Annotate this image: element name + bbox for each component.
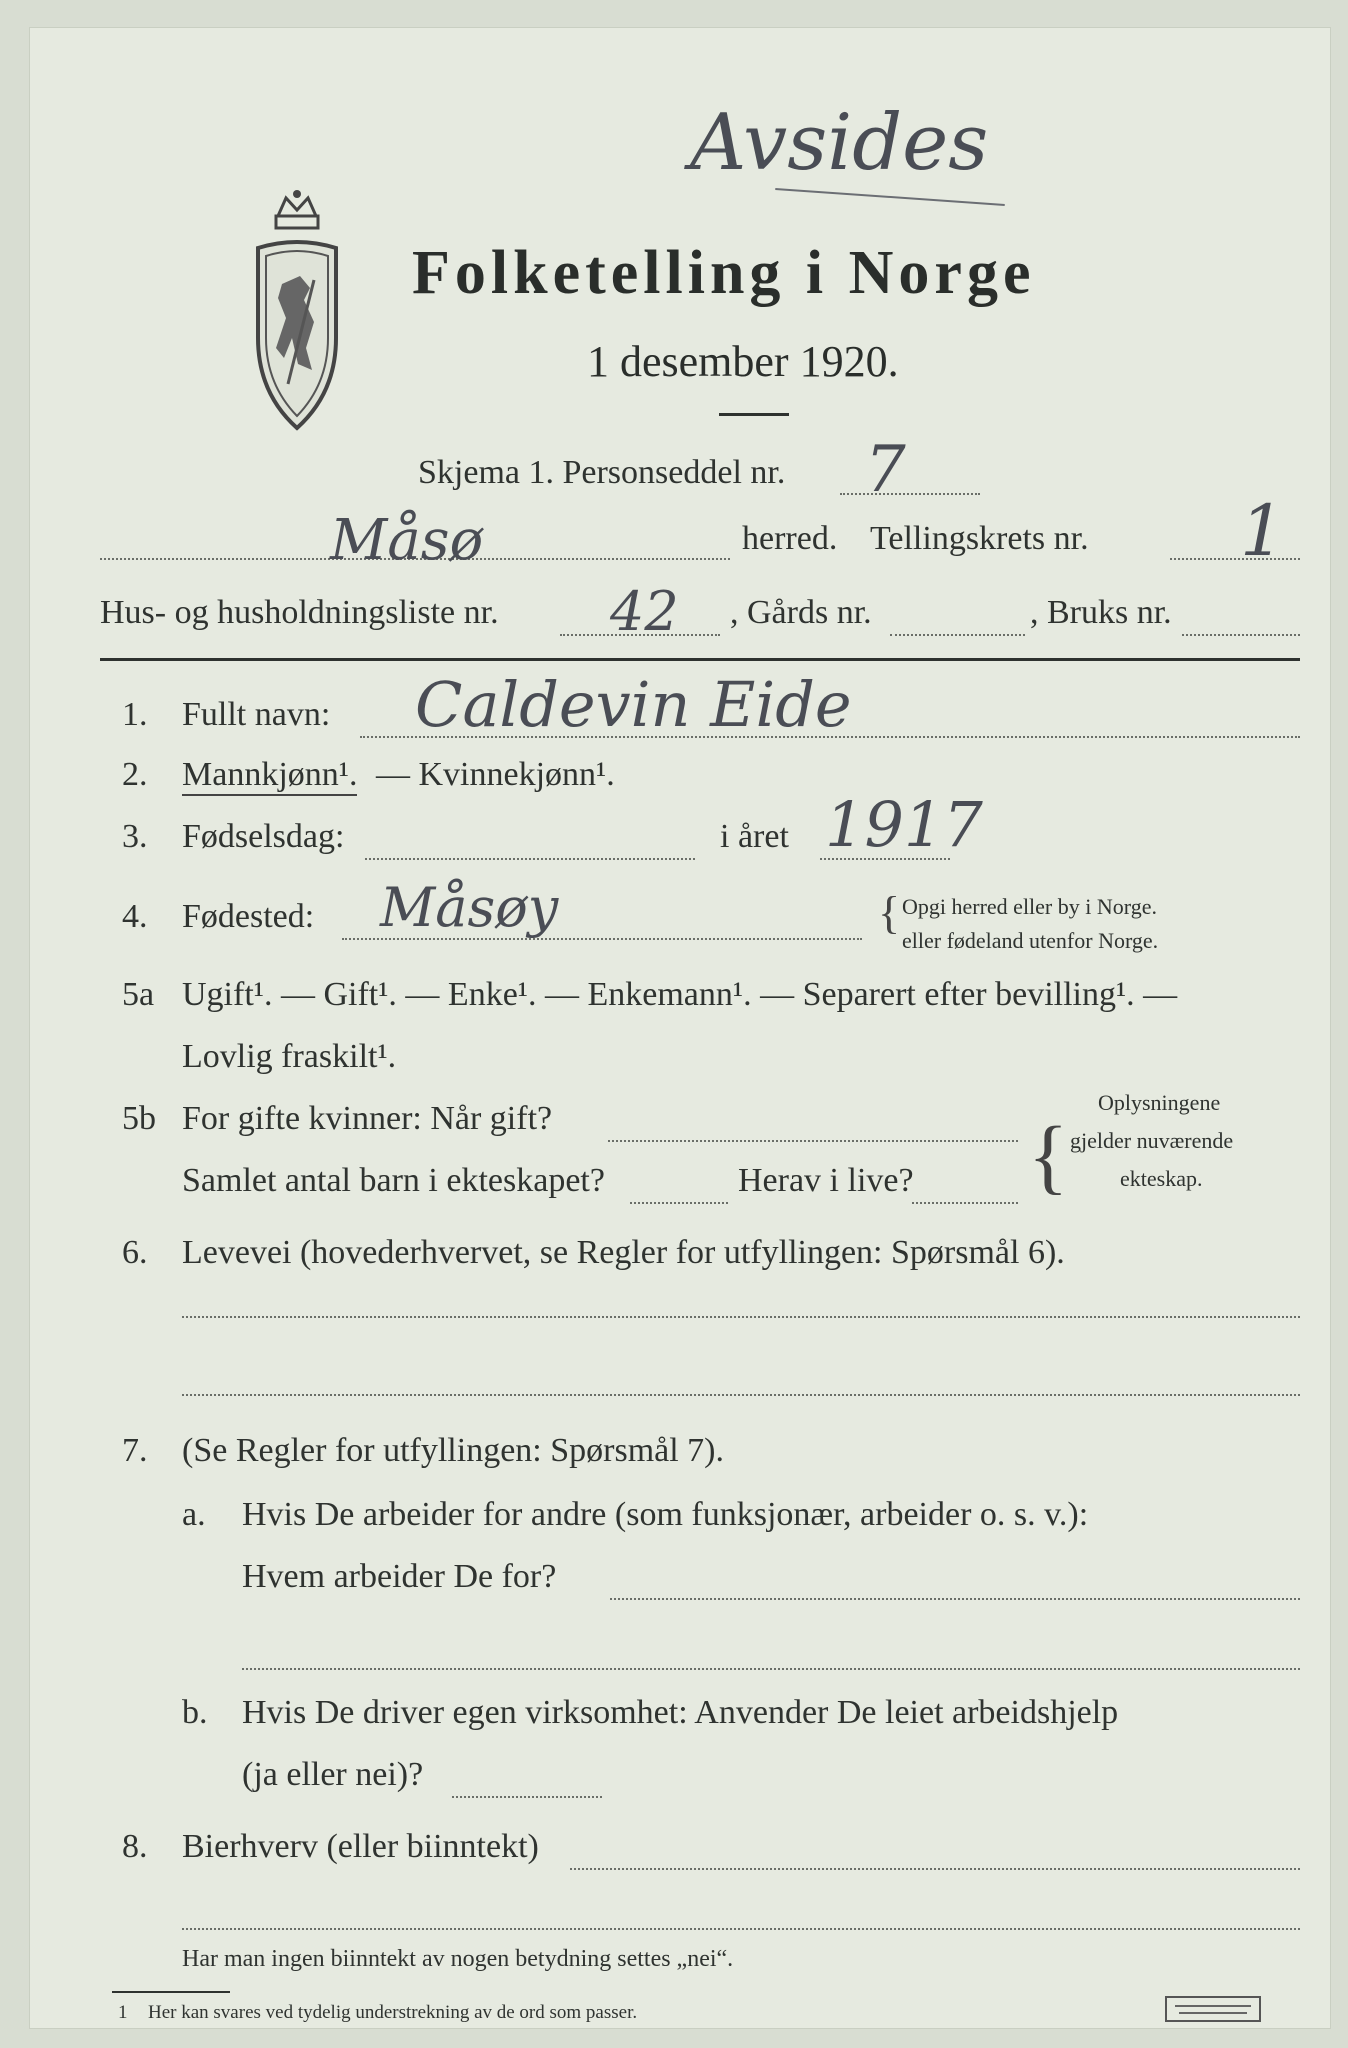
annotation-underline (775, 188, 1005, 206)
skjema-field-line (840, 493, 980, 495)
hus-label: Hus- og husholdningsliste nr. (100, 594, 499, 631)
q7b-letter: b. (182, 1694, 208, 1731)
gards-label: , Gårds nr. (730, 594, 872, 631)
q7b-label: Hvis De driver egen virksomhet: Anvender De leiet arbeidshjelp (242, 1694, 1119, 1731)
q7a-letter: a. (182, 1496, 206, 1533)
q1-value: Caldevin Eide (415, 668, 852, 741)
form-date: 1 desember 1920. (587, 337, 899, 386)
gards-field-line (890, 634, 1025, 636)
q5b-when-married-field-line (608, 1140, 1018, 1142)
q6-field-line-2 (182, 1394, 1300, 1396)
q5b-alive-field-line (912, 1202, 1018, 1204)
q2-female-option: — Kvinnekjønn¹. (376, 756, 615, 793)
q4-label: Fødested: (182, 898, 315, 935)
q1-number: 1. (122, 696, 148, 733)
form-title: Folketelling i Norge (412, 239, 1036, 307)
census-form-sheet (30, 28, 1330, 2028)
footnote-rule (112, 1991, 230, 1993)
q5b-children-label: Samlet antal barn i ekteskapet? (182, 1162, 605, 1199)
q8-number: 8. (122, 1828, 148, 1865)
q8-field-line-2 (182, 1928, 1300, 1930)
bruks-label: , Bruks nr. (1030, 594, 1172, 631)
q4-number: 4. (122, 898, 148, 935)
q7a-field-line-2 (242, 1668, 1300, 1670)
q4-note-line1: Opgi herred eller by i Norge. (902, 894, 1157, 919)
q3-number: 3. (122, 818, 148, 855)
footnote-text: Her kan svares ved tydelig understrekning av de ord som passer. (148, 2002, 638, 2023)
q3-year-label: i året (720, 818, 789, 855)
q3-year-value: 1917 (825, 788, 983, 861)
handwritten-annotation: Avsides (690, 98, 989, 188)
q7a-employer-label: Hvem arbeider De for? (242, 1558, 557, 1595)
tellingskrets-value: 1 (1240, 490, 1285, 572)
header-rule (100, 658, 1300, 661)
herred-value: Måsø (330, 508, 484, 573)
q7-label: (Se Regler for utfyllingen: Spørsmål 7). (182, 1432, 725, 1469)
q5a-options: Ugift¹. — Gift¹. — Enke¹. — Enkemann¹. — Separert efter bevilling¹. — (182, 976, 1178, 1013)
q4-note-line2: eller fødeland utenfor Norge. (902, 928, 1159, 953)
q8-note: Har man ingen biinntekt av nogen betydning settes „nei“. (182, 1946, 734, 1972)
q5b-note-brace: { (1028, 1110, 1069, 1203)
q5a-options-continued: Lovlig fraskilt¹. (182, 1038, 397, 1075)
tellingskrets-label: Tellingskrets nr. (870, 520, 1089, 557)
hus-value: 42 (610, 580, 679, 643)
herred-label: herred. (742, 520, 838, 557)
q5b-alive-label: Herav i live? (738, 1162, 914, 1199)
q5a-number: 5a (122, 976, 155, 1013)
q5b-note-line2: gjelder nuværende (1070, 1128, 1234, 1153)
q5b-children-field-line (630, 1202, 728, 1204)
q6-number: 6. (122, 1234, 148, 1271)
q5b-when-married-label: For gifte kvinner: Når gift? (182, 1100, 553, 1137)
q5b-number: 5b (122, 1100, 156, 1137)
q2-number: 2. (122, 756, 148, 793)
q7b-field-line (452, 1796, 602, 1798)
q3-label: Fødselsdag: (182, 818, 345, 855)
q7-number: 7. (122, 1432, 148, 1469)
q4-value: Måsøy (380, 876, 559, 939)
q7a-field-line-1 (610, 1598, 1300, 1600)
q7a-label: Hvis De arbeider for andre (som funksjonær, arbeider o. s. v.): (242, 1496, 1089, 1533)
q5b-note-line1: Oplysningene (1098, 1090, 1221, 1115)
bruks-field-line (1182, 634, 1300, 636)
q8-label: Bierhverv (eller biinntekt) (182, 1828, 539, 1865)
q3-day-field-line (365, 858, 695, 860)
printer-stamp-icon (1165, 1996, 1261, 2022)
footnote-marker: 1 (118, 2002, 128, 2023)
q5b-note-line3: ekteskap. (1120, 1166, 1203, 1191)
q2-male-option: Mannkjønn¹. (182, 756, 357, 796)
q4-note-brace: { (878, 887, 901, 938)
q6-field-line-1 (182, 1316, 1300, 1318)
skjema-label: Skjema 1. Personseddel nr. (418, 454, 786, 491)
title-divider (719, 413, 789, 416)
q8-field-line-1 (570, 1868, 1300, 1870)
q7b-answer-label: (ja eller nei)? (242, 1756, 424, 1793)
q1-label: Fullt navn: (182, 696, 331, 733)
norwegian-lion-icon (248, 188, 346, 438)
q6-label: Levevei (hovederhvervet, se Regler for utfyllingen: Spørsmål 6). (182, 1234, 1065, 1271)
skjema-value: 7 (865, 433, 906, 507)
